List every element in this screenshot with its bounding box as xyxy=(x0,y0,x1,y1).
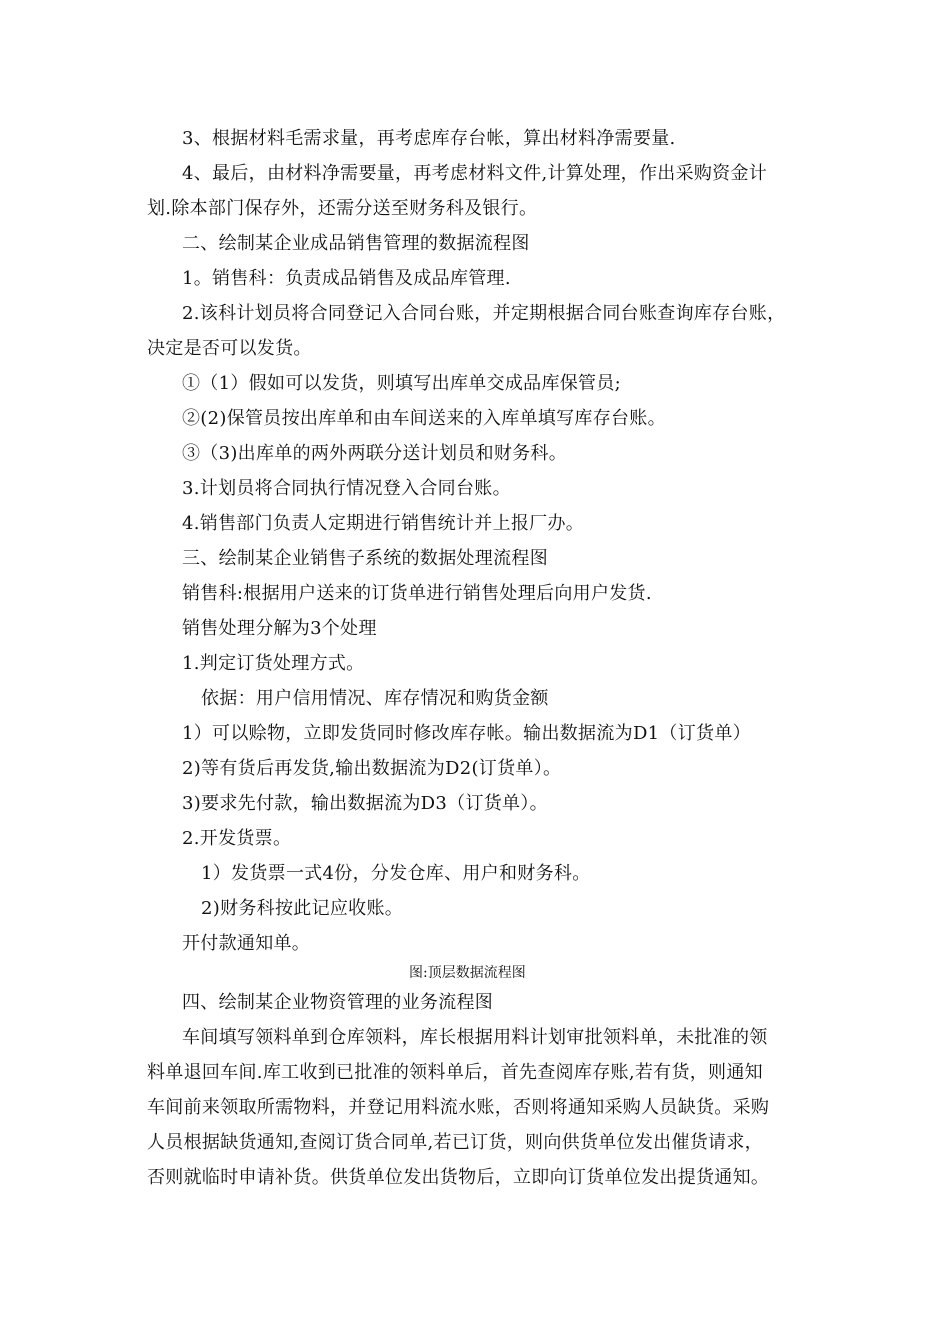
text-line: 2)等有货后再发货,输出数据流为D2(订货单）。 xyxy=(182,758,562,779)
text-line: 3)要求先付款，输出数据流为D3（订货单）。 xyxy=(182,793,548,814)
text-line: 料单退回车间.库工收到已批准的领料单后，首先查阅库存账,若有货，则通知 xyxy=(147,1062,763,1083)
text-line: 1）发货票一式4份，分发仓库、用户和财务科。 xyxy=(201,863,591,884)
text-line: ①（1）假如可以发货，则填写出库单交成品库保管员; xyxy=(182,373,622,394)
text-line: ③（3)出库单的两外两联分送计划员和财务科。 xyxy=(182,443,568,464)
section-heading: 四、绘制某企业物资管理的业务流程图 xyxy=(182,992,494,1013)
text-line: 1）可以赊物，立即发货同时修改库存帐。输出数据流为D1（订货单） xyxy=(182,723,751,744)
text-line: 人员根据缺货通知,查阅订货合同单,若已订货，则向供货单位发出催货请求， xyxy=(147,1132,763,1153)
text-line: 4.销售部门负责人定期进行销售统计并上报厂办。 xyxy=(182,513,585,534)
text-line: 3、根据材料毛需求量，再考虑库存台帐，算出材料净需要量. xyxy=(182,128,676,149)
section-heading: 二、绘制某企业成品销售管理的数据流程图 xyxy=(182,233,530,254)
text-line: 销售处理分解为3个处理 xyxy=(182,618,377,639)
text-line: 2)财务科按此记应收账。 xyxy=(201,898,404,919)
section-heading: 三、绘制某企业销售子系统的数据处理流程图 xyxy=(182,548,548,569)
text-line: 依据：用户信用情况、库存情况和购货金额 xyxy=(201,688,549,709)
text-line: 开付款通知单。 xyxy=(182,933,311,954)
text-line: 车间填写领料单到仓库领料，库长根据用料计划审批领料单，未批准的领 xyxy=(182,1027,768,1048)
text-line: 2.开发货票。 xyxy=(182,828,292,849)
text-line: 1.判定订货处理方式。 xyxy=(182,653,365,674)
text-line: 否则就临时申请补货。供货单位发出货物后，立即向订货单位发出提货通知。 xyxy=(147,1167,770,1188)
text-line: 1。销售科：负责成品销售及成品库管理. xyxy=(182,268,511,289)
text-line: ②(2)保管员按出库单和由车间送来的入库单填写库存台账。 xyxy=(182,408,666,429)
text-line: 3.计划员将合同执行情况登入合同台账。 xyxy=(182,478,511,499)
text-line: 划.除本部门保存外，还需分送至财务科及银行。 xyxy=(147,198,538,219)
figure-caption: 图:顶层数据流程图 xyxy=(409,965,526,981)
text-line: 2.该科计划员将合同登记入合同台账，并定期根据合同台账查询库存台账， xyxy=(182,303,786,324)
text-line: 决定是否可以发货。 xyxy=(147,338,312,359)
text-line: 车间前来领取所需物料，并登记用料流水账，否则将通知采购人员缺货。采购 xyxy=(147,1097,770,1118)
text-line: 销售科:根据用户送来的订货单进行销售处理后向用户发货. xyxy=(182,583,652,604)
text-line: 4、最后，由材料净需要量，再考虑材料文件,计算处理，作出采购资金计 xyxy=(182,163,768,184)
